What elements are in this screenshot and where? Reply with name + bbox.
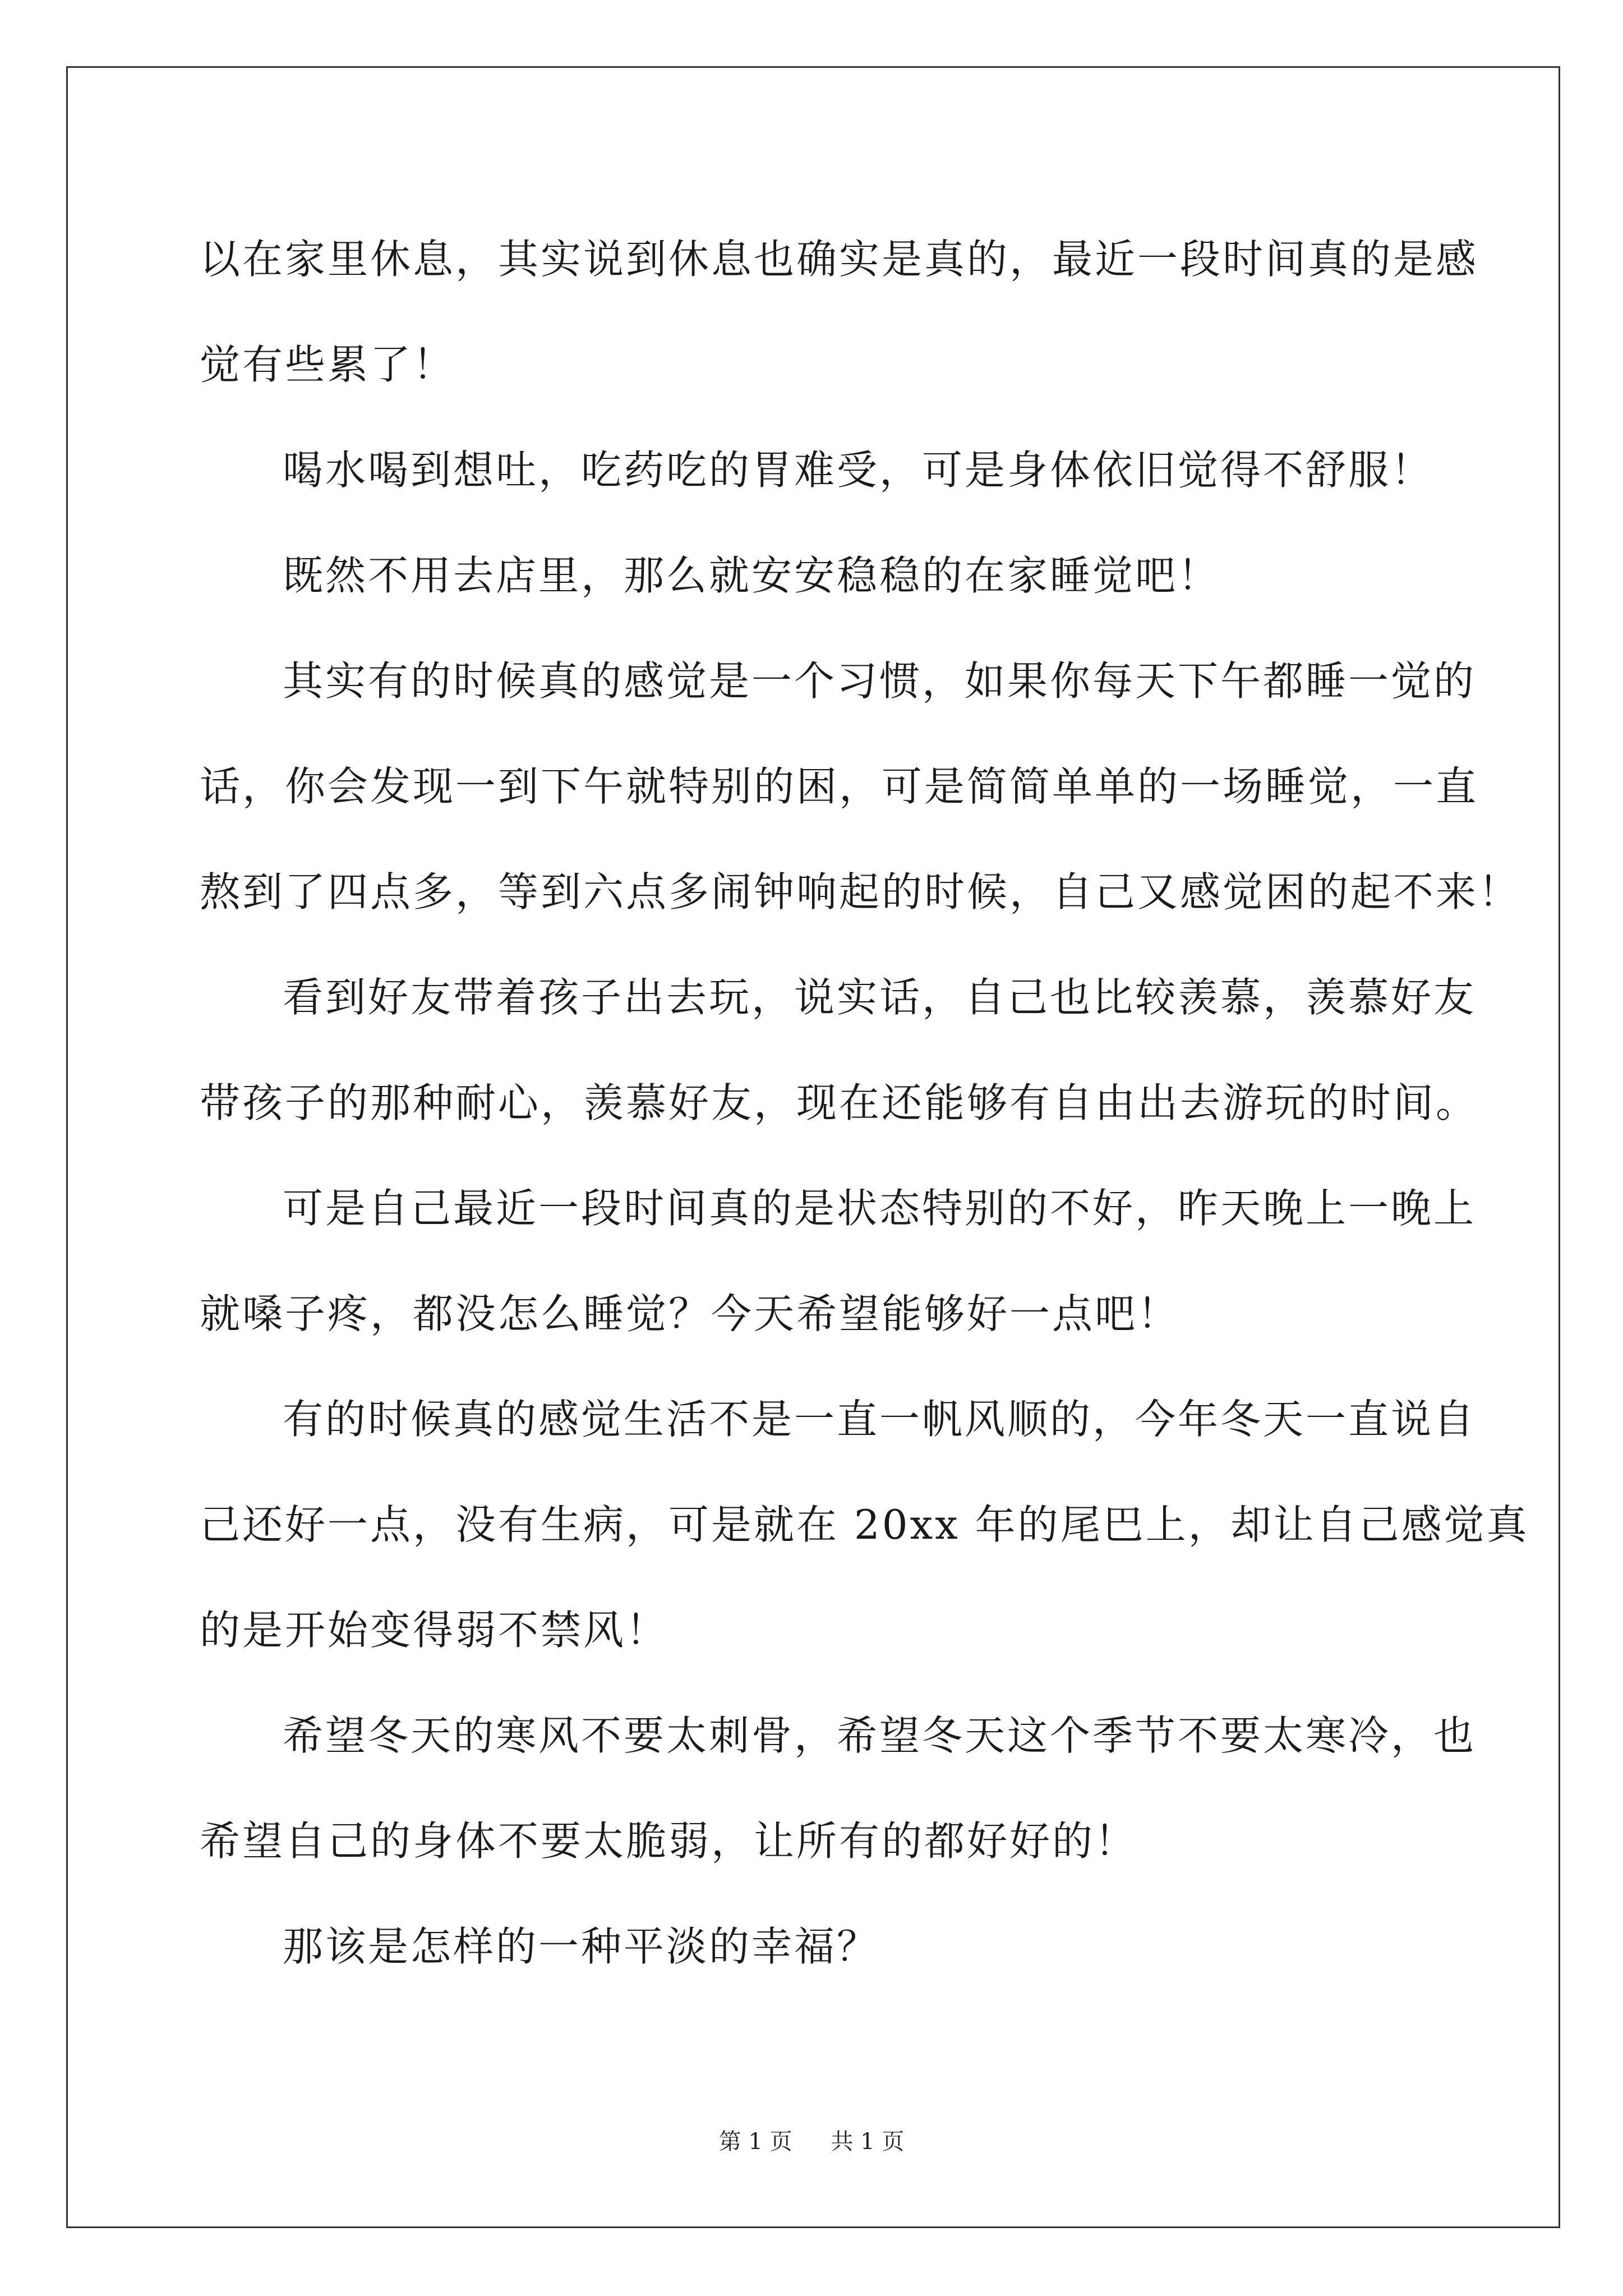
text-line: 那该是怎样的一种平淡的幸福？ xyxy=(283,1923,880,1970)
page-number: 第 1 页 xyxy=(718,2129,792,2155)
text-line: 就嗓子疼，都没怎么睡觉？今天希望能够好一点吧！ xyxy=(200,1290,1181,1337)
text-line: 话，你会发现一到下午就特别的困，可是简简单单的一场睡觉，一直 xyxy=(200,763,1479,810)
page-footer xyxy=(0,2126,1623,2157)
text-line: 有的时候真的感觉生活不是一直一帆风顺的，今年冬天一直说自 xyxy=(283,1396,1477,1443)
text-line: 己还好一点，没有生病，可是就在 20xx 年的尾巴上，却让自己感觉真 xyxy=(200,1501,1529,1548)
text-line: 以在家里休息，其实说到休息也确实是真的，最近一段时间真的是感 xyxy=(200,236,1479,283)
text-line: 熬到了四点多，等到六点多闹钟响起的时候，自己又感觉困的起不来！ xyxy=(200,868,1521,915)
text-line: 既然不用去店里，那么就安安稳稳的在家睡觉吧！ xyxy=(283,552,1221,599)
text-line: 带孩子的那种耐心，羡慕好友，现在还能够有自由出去游玩的时间。 xyxy=(200,1079,1479,1126)
document-body xyxy=(200,206,1529,1999)
text-line: 喝水喝到想吐，吃药吃的胃难受，可是身体依旧觉得不舒服！ xyxy=(283,447,1434,494)
text-line: 觉有些累了！ xyxy=(200,341,456,388)
text-line: 希望冬天的寒风不要太刺骨，希望冬天这个季节不要太寒冷，也 xyxy=(283,1712,1477,1759)
text-line: 看到好友带着孩子出去玩，说实话，自己也比较羡慕，羡慕好友 xyxy=(283,974,1477,1021)
page-total: 共 1 页 xyxy=(831,2129,905,2155)
text-line: 的是开始变得弱不禁风！ xyxy=(200,1607,669,1654)
text-line: 希望自己的身体不要太脆弱，让所有的都好好的！ xyxy=(200,1818,1138,1865)
text-line: 可是自己最近一段时间真的是状态特别的不好，昨天晚上一晚上 xyxy=(283,1185,1477,1232)
text-line: 其实有的时候真的感觉是一个习惯，如果你每天下午都睡一觉的 xyxy=(283,657,1477,705)
